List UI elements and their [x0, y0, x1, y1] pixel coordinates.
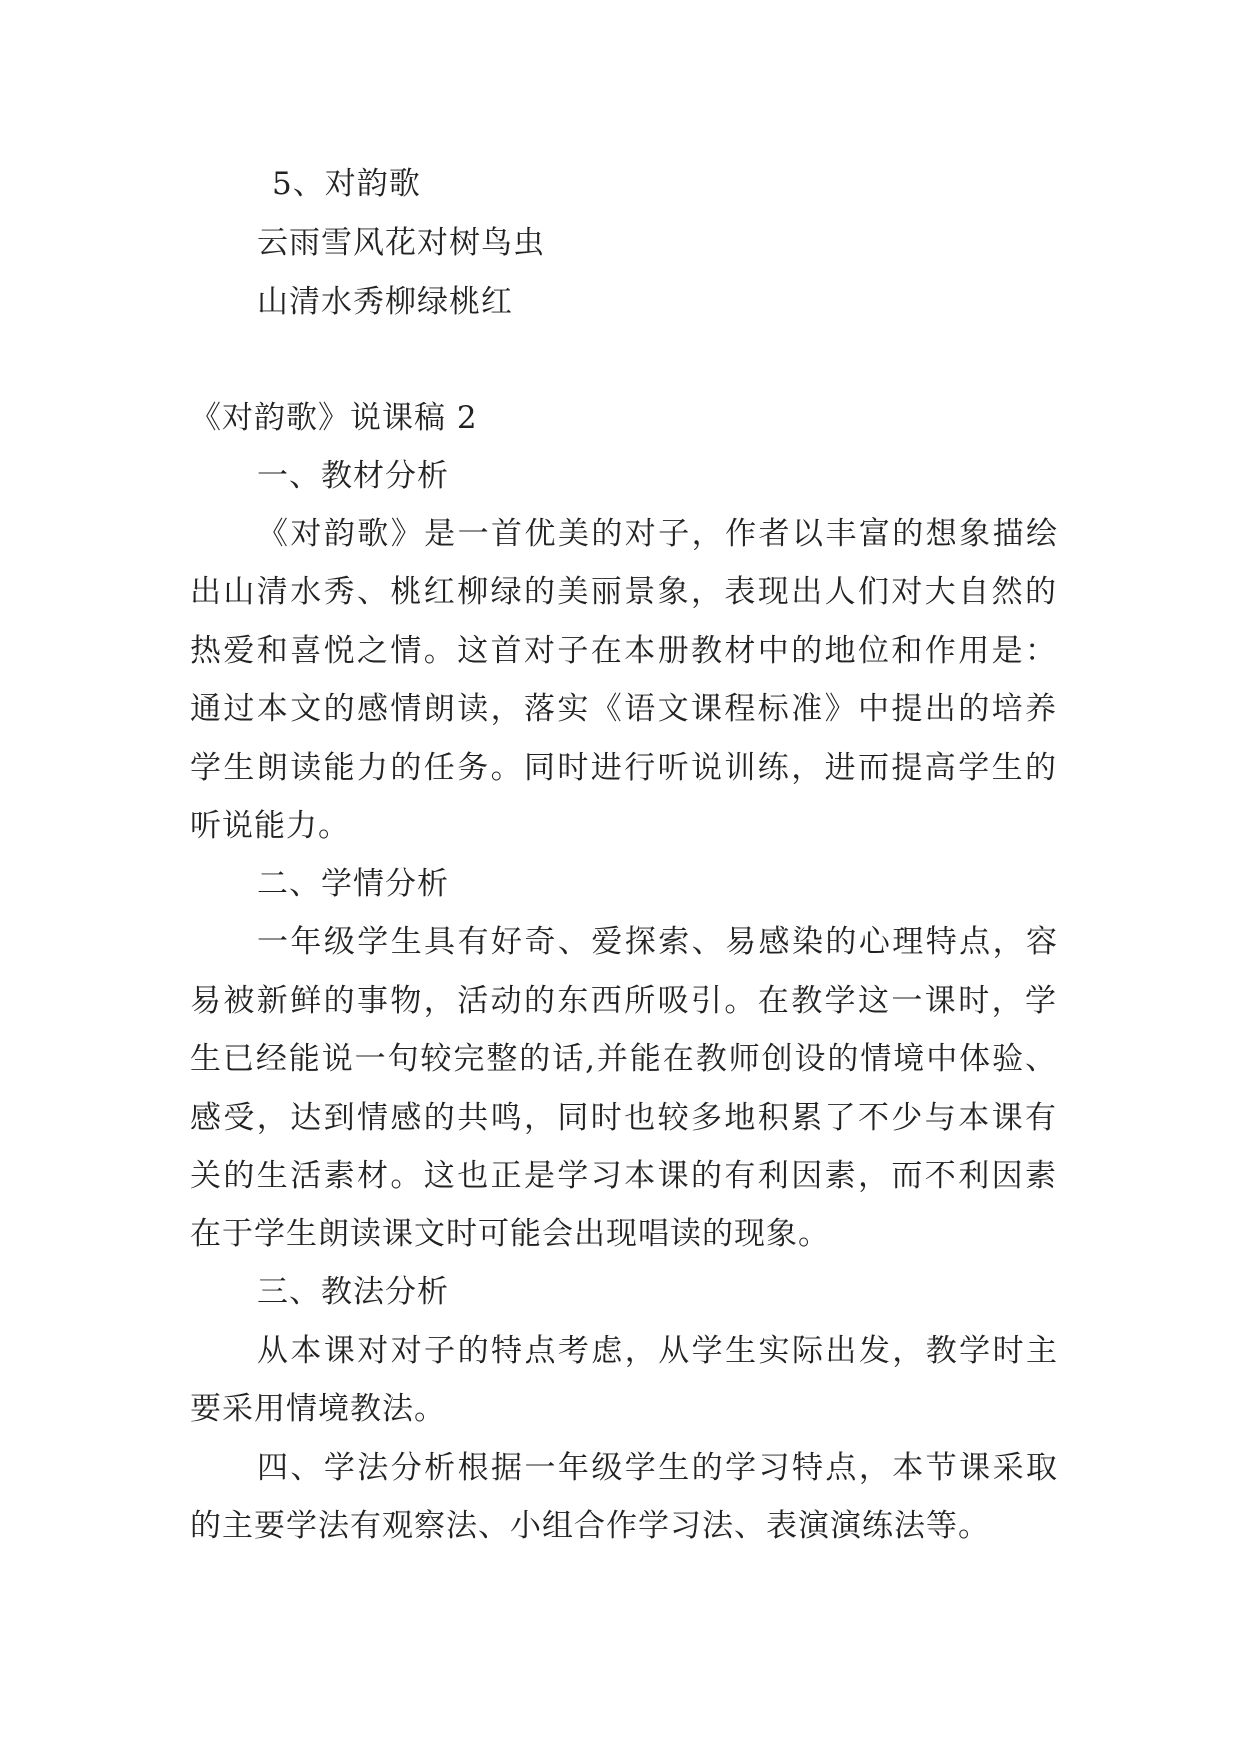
paragraph-line: 在于学生朗读课文时可能会出现唱读的现象。: [190, 1216, 830, 1252]
poem-line-1: 云雨雪风花对树鸟虫: [257, 225, 545, 261]
document-title: 《对韵歌》说课稿 2: [190, 400, 478, 436]
paragraph-line: 听说能力。: [190, 808, 350, 844]
paragraph-line: 的主要学法有观察法、小组合作学习法、表演演练法等。: [190, 1508, 990, 1544]
paragraph-line: 生已经能说一句较完整的话,并能在教师创设的情境中体验、: [190, 1041, 1056, 1077]
paragraph-line: 要采用情境教法。: [190, 1391, 446, 1427]
paragraph-line: 出山清水秀、桃红柳绿的美丽景象，表现出人们对大自然的: [190, 574, 1056, 610]
paragraph-line: 易被新鲜的事物，活动的东西所吸引。在教学这一课时，学: [190, 983, 1056, 1019]
poem-heading: 5、对韵歌: [272, 166, 421, 202]
section-heading-3: 三、教法分析: [257, 1274, 449, 1310]
paragraph-line: 学生朗读能力的任务。同时进行听说训练，进而提高学生的: [190, 750, 1056, 786]
section-heading-2: 二、学情分析: [257, 866, 449, 902]
paragraph-line: 通过本文的感情朗读，落实《语文课程标准》中提出的培养: [190, 691, 1056, 727]
paragraph-line: 四、学法分析根据一年级学生的学习特点，本节课采取: [257, 1450, 1057, 1486]
section-heading-1: 一、教材分析: [257, 458, 449, 494]
paragraph-line: 从本课对对子的特点考虑，从学生实际出发，教学时主: [257, 1333, 1057, 1369]
paragraph-line: 一年级学生具有好奇、爱探索、易感染的心理特点，容: [257, 924, 1057, 960]
paragraph-line: 感受，达到情感的共鸣，同时也较多地积累了不少与本课有: [190, 1100, 1056, 1136]
paragraph-line: 热爱和喜悦之情。这首对子在本册教材中的地位和作用是：: [190, 633, 1056, 669]
poem-line-2: 山清水秀柳绿桃红: [257, 284, 513, 320]
paragraph-line: 关的生活素材。这也正是学习本课的有利因素，而不利因素: [190, 1158, 1056, 1194]
paragraph-line: 《对韵歌》是一首优美的对子，作者以丰富的想象描绘: [257, 516, 1057, 552]
